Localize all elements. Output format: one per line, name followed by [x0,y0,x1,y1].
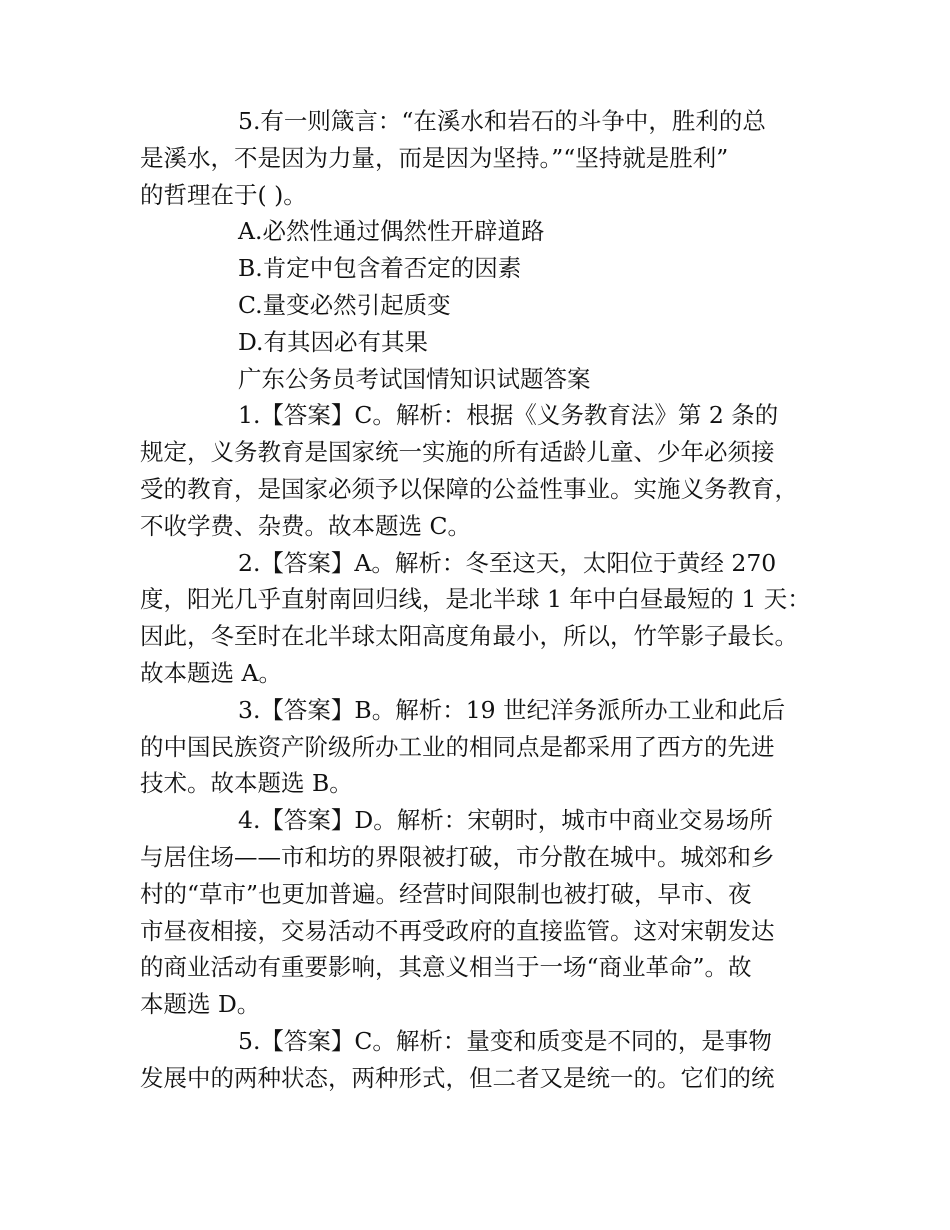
answer-line: 故本题选 A。 [140,658,282,687]
answer-line: 5.【答案】C。解析：量变和质变是不同的，是事物 [238,1026,772,1055]
answer-line: 技术。故本题选 B。 [140,769,353,798]
option-d: D.有其因必有其果 [238,327,428,356]
question-line: 的哲理在于( )。 [140,180,307,209]
question-5 [140,103,830,361]
answer-line: 与居住场——市和坊的界限被打破，市分散在城中。城郊和乡 [140,842,775,871]
option-a: A.必然性通过偶然性开辟道路 [238,217,545,246]
answer-line: 本题选 D。 [140,990,261,1019]
answer-line: 受的教育，是国家必须予以保障的公益性事业。实施义务教育， [140,474,798,503]
option-c: C.量变必然引起质变 [238,290,451,319]
answer-line: 的中国民族资产阶级所办工业的相同点是都采用了西方的先进 [140,732,775,761]
answer-line: 4.【答案】D。解析：宋朝时，城市中商业交易场所 [238,806,773,835]
answer-4 [140,802,830,1023]
answer-line: 不收学费、杂费。故本题选 C。 [140,511,471,540]
answer-line: 的商业活动有重要影响，其意义相当于一场“商业革命”。故 [140,953,752,982]
answer-5 [140,1023,830,1097]
document-page [140,103,830,1097]
answer-line: 2.【答案】A。解析：冬至这天，太阳位于黄经 270 [238,548,777,577]
answer-line: 发展中的两种状态，两种形式，但二者又是统一的。它们的统 [140,1063,775,1092]
answer-line: 因此，冬至时在北半球太阳高度角最小，所以，竹竿影子最长。 [140,622,798,651]
answers-heading: 广东公务员考试国情知识试题答案 [238,364,591,393]
answer-3 [140,692,830,802]
answer-2 [140,545,830,692]
answer-line: 3.【答案】B。解析：19 世纪洋务派所办工业和此后 [238,695,786,724]
question-line: 5.有一则箴言：“在溪水和岩石的斗争中，胜利的总 [238,107,766,135]
question-line: 是溪水，不是因为力量，而是因为坚持。”“坚持就是胜利” [140,143,729,172]
answer-line: 规定，义务教育是国家统一实施的所有适龄儿童、少年必须接 [140,438,775,467]
answer-line: 度，阳光几乎直射南回归线，是北半球 1 年中白昼最短的 1 天： [140,585,811,614]
answer-line: 市昼夜相接，交易活动不再受政府的直接监管。这对宋朝发达 [140,916,775,945]
option-b: B.肯定中包含着否定的因素 [238,254,522,283]
answer-1 [140,397,830,544]
answer-line: 1.【答案】C。解析：根据《义务教育法》第 2 条的 [238,401,779,430]
answer-line: 村的“草市”也更加普遍。经营时间限制也被打破，早市、夜 [140,879,752,908]
